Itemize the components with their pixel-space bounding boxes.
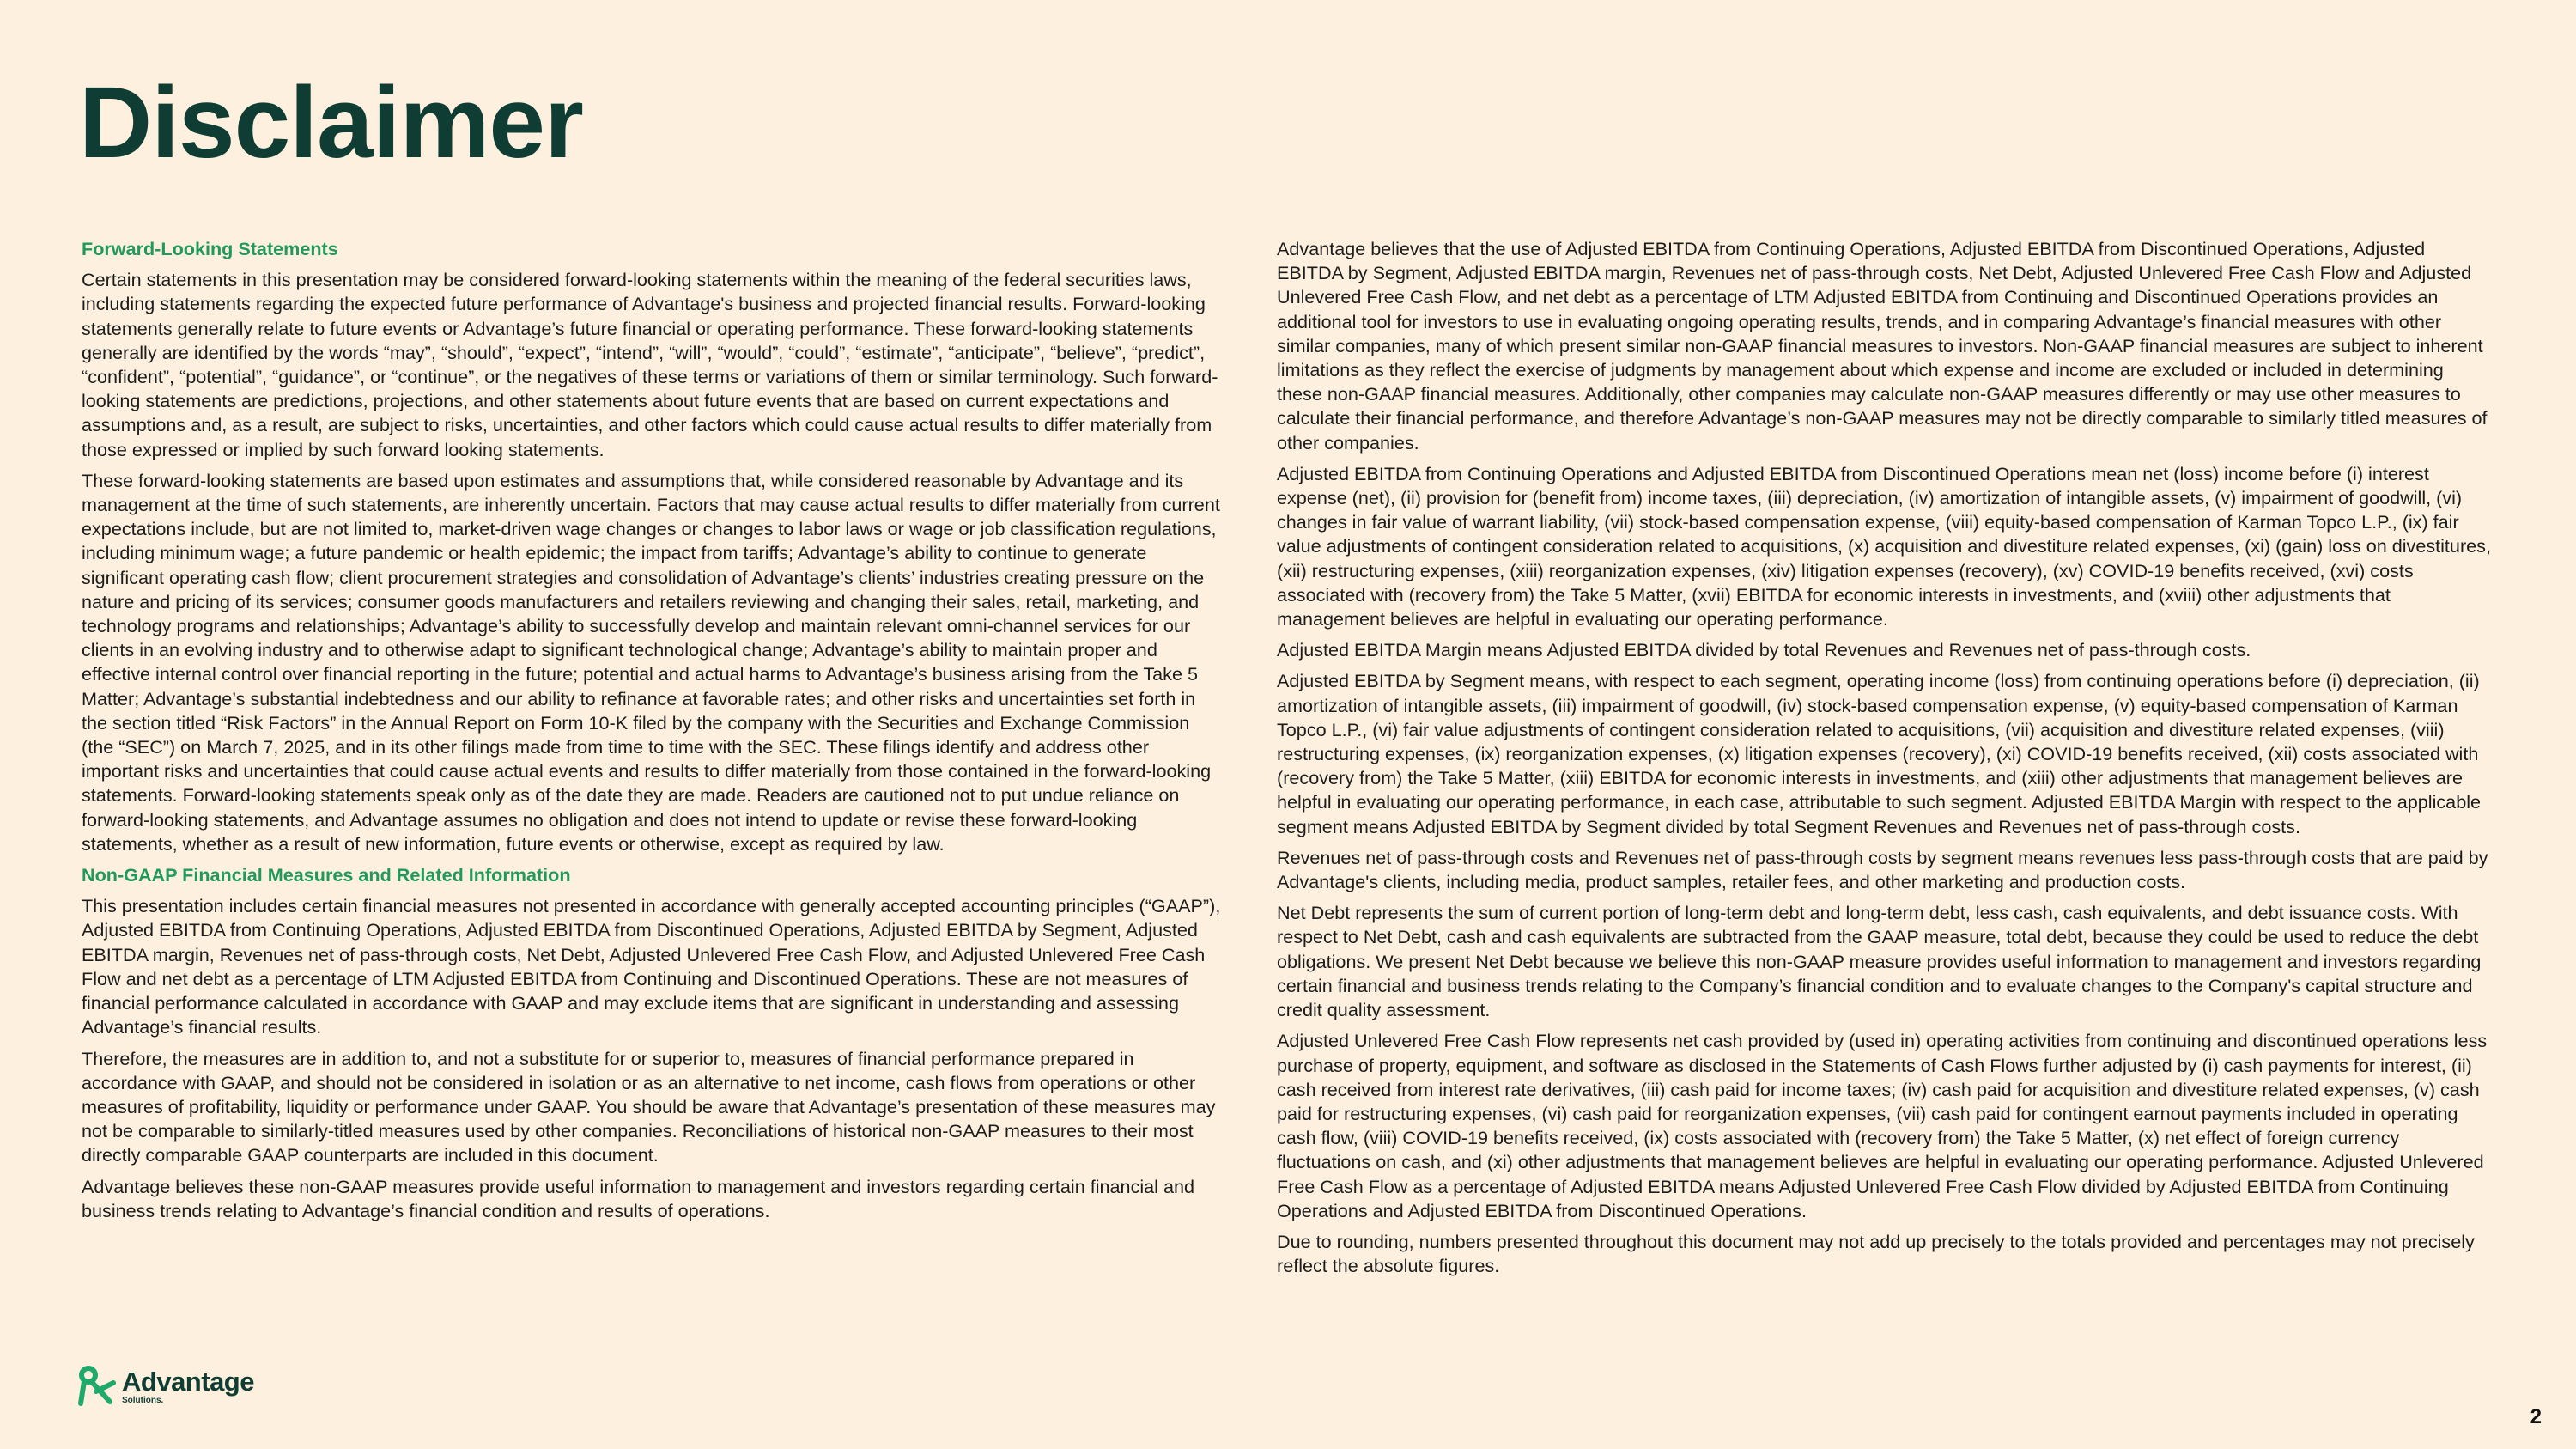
non-gaap-paragraph-2: Therefore, the measures are in addition to, and not a substitute for or superior to, measures of financial performance prepared in accordance with GAAP, and should not be considered in isolation or as an alternative to net income, cash flows from operations or other measures of profitability, liquidity or performance under GAAP. You should be aware that Advantage’s presentation of these measures may not be comparable to similarly-titled measures used by other companies. Reconciliations of historical non-GAAP measures to their most directly comparable GAAP counterparts are included in this document. <box>82 1047 1216 1166</box>
right-paragraph-5: Revenues net of pass-through costs and Revenues net of pass-through costs by segment means revenues less pass-through costs that are paid by Advantage's clients, including media, product samples, retailer fees, and other marketing and production costs. <box>1277 846 2488 893</box>
logo-wordmark: Advantage <box>122 1366 254 1397</box>
right-paragraph-7: Adjusted Unlevered Free Cash Flow represents net cash provided by (used in) operating activities from continuing and discontinued operations less purchase of property, equipment, and software as disclosed in the Statements of Cash Flows further adjusted by (i) cash payments for interest, (ii) cash received from interest rate derivatives, (iii) cash paid for income taxes; (iv) cash paid for acquisition and divestiture related expenses, (v) cash paid for restructuring expenses, (vi) cash paid for reorganization expenses, (vii) cash paid for contingent earnout payments included in operating cash flow, (viii) COVID-19 benefits received, (ix) costs associated with (recovery from) the Take 5 Matter, (x) net effect of foreign currency fluctuations on cash, and (xi) other adjustments that management believes are helpful in evaluating our operating performance. Adjusted Unlevered Free Cash Flow as a percentage of Adjusted EBITDA means Adjusted Unlevered Free Cash Flow divided by Adjusted EBITDA from Continuing Operations and Adjusted EBITDA from Discontinued Operations. <box>1277 1030 2488 1221</box>
right-paragraph-8: Due to rounding, numbers presented throughout this document may not add up precisely to the totals provided and percentages may not precisely reflect the absolute figures. <box>1277 1230 2475 1277</box>
non-gaap-paragraph-3: Advantage believes these non-GAAP measures provide useful information to management and investors regarding certain financial and business trends relating to Advantage’s financial condition and results of operations. <box>82 1175 1194 1221</box>
right-column <box>1277 237 2492 1285</box>
forward-looking-heading: Forward-Looking Statements <box>82 238 338 259</box>
right-paragraph-6: Net Debt represents the sum of current portion of long-term debt and long-term debt, less cash, cash equivalents, and debt issuance costs. With respect to Net Debt, cash and cash equivalents are subtracted from the GAAP measure, total debt, because they could be used to reduce the debt obligations. We present Net Debt because we believe this non-GAAP measure provides useful information to management and investors regarding certain financial and business trends relating to the Company’s financial condition and to evaluate changes to the Company's capital structure and credit quality assessment. <box>1277 902 2482 1021</box>
non-gaap-heading: Non-GAAP Financial Measures and Related Information <box>82 864 571 886</box>
forward-looking-paragraph-1: Certain statements in this presentation may be considered forward-looking statements within the meaning of the federal securities laws, including statements regarding the expected future performance of Advantage's business and projected financial results. Forward-looking statements generally relate to future events or Advantage’s future financial or operating performance. These forward-looking statements generally are identified by the words “may”, “should”, “expect”, “intend”, “will”, “would”, “could”, “estimate”, “anticipate”, “believe”, “predict”, “confident”, “potential”, “guidance”, or “continue”, or the negatives of these terms or variations of them or similar terminology. Such forward-looking statements are predictions, projections, and other statements about future events that are based on current expectations and assumptions and, as a result, are subject to risks, uncertainties, and other factors which could cause actual results to differ materially from those expressed or implied by such forward looking statements. <box>82 269 1218 460</box>
advantage-mark-icon <box>76 1366 117 1407</box>
right-paragraph-2: Adjusted EBITDA from Continuing Operations and Adjusted EBITDA from Discontinued Operations mean net (loss) income before (i) interest expense (net), (ii) provision for (benefit from) income taxes, (iii) depreciation, (iv) amortization of intangible assets, (v) impairment of goodwill, (vi) changes in fair value of warrant liability, (vii) stock-based compensation expense, (viii) equity-based compensation of Karman Topco L.P., (ix) fair value adjustments of contingent consideration related to acquisitions, (x) acquisition and divestiture related expenses, (xi) (gain) loss on divestitures, (xii) restructuring expenses, (xiii) reorganization expenses, (xiv) litigation expenses (recovery), (xv) COVID-19 benefits received, (xvi) costs associated with (recovery from) the Take 5 Matter, (xvii) EBITDA for economic interests in investments, and (xviii) other adjustments that management believes are helpful in evaluating our operating performance. <box>1277 462 2491 630</box>
right-paragraph-3: Adjusted EBITDA Margin means Adjusted EBITDA divided by total Revenues and Revenues net of pass-through costs. <box>1277 639 2251 661</box>
advantage-logo <box>76 1366 254 1407</box>
page-number: 2 <box>2530 1405 2542 1428</box>
logo-subtext: Solutions. <box>122 1395 164 1405</box>
non-gaap-paragraph-1: This presentation includes certain financial measures not presented in accordance with generally accepted accounting principles (“GAAP”), Adjusted EBITDA from Continuing Operations, Adjusted EBITDA from Discontinued Operations, Adjusted EBITDA by Segment, Adjusted EBITDA margin, Revenues net of pass-through costs, Net Debt, Adjusted Unlevered Free Cash Flow, and Adjusted Unlevered Free Cash Flow and net debt as a percentage of LTM Adjusted EBITDA from Continuing and Discontinued Operations. These are not measures of financial performance calculated in accordance with GAAP and may exclude items that are significant in understanding and assessing Advantage’s financial results. <box>82 895 1221 1038</box>
page-title: Disclaimer <box>79 66 583 180</box>
left-column <box>82 237 1224 1230</box>
right-paragraph-1: Advantage believes that the use of Adjusted EBITDA from Continuing Operations, Adjusted EBITDA from Discontinued Operations, Adjusted EBITDA by Segment, Adjusted EBITDA margin, Revenues net of pass-through costs, Net Debt, Adjusted Unlevered Free Cash Flow and Adjusted Unlevered Free Cash Flow, and net debt as a percentage of LTM Adjusted EBITDA from Continuing and Discontinued Operations provides an additional tool for investors to use in evaluating ongoing operating results, trends, and in comparing Advantage’s financial measures with other similar companies, many of which present similar non-GAAP financial measures to investors. Non-GAAP financial measures are subject to inherent limitations as they reflect the exercise of judgments by management about which expense and income are excluded or included in determining these non-GAAP financial measures. Additionally, other companies may calculate non-GAAP measures differently or may use other measures to calculate their financial performance, and therefore Advantage’s non-GAAP measures may not be directly comparable to similarly titled measures of other companies. <box>1277 238 2488 454</box>
right-paragraph-4: Adjusted EBITDA by Segment means, with respect to each segment, operating income (loss) from continuing operations before (i) depreciation, (ii) amortization of intangible assets, (iii) impairment of goodwill, (iv) stock-based compensation expense, (v) equity-based compensation of Karman Topco L.P., (vi) fair value adjustments of contingent consideration related to acquisitions, (vii) acquisition and divestiture related expenses, (viii) restructuring expenses, (ix) reorganization expenses, (x) litigation expenses (recovery), (xi) COVID-19 benefits received, (xii) costs associated with (recovery from) the Take 5 Matter, (xiii) EBITDA for economic interests in investments, and (xiii) other adjustments that management believes are helpful in evaluating our operating performance, in each case, attributable to such segment. Adjusted EBITDA Margin with respect to the applicable segment means Adjusted EBITDA by Segment divided by total Segment Revenues and Revenues net of pass-through costs. <box>1277 670 2482 837</box>
forward-looking-paragraph-2: These forward-looking statements are based upon estimates and assumptions that, while considered reasonable by Advantage and its management at the time of such statements, are inherently uncertain. Factors that may cause actual results to differ materially from current expectations include, but are not limited to, market-driven wage changes or changes to labor laws or wage or job classification regulations, including minimum wage; a future pandemic or health epidemic; the impact from tariffs; Advantage’s ability to continue to generate significant operating cash flow; client procurement strategies and consolidation of Advantage’s clients’ industries creating pressure on the nature and pricing of its services; consumer goods manufacturers and retailers reviewing and changing their sales, retail, marketing, and technology programs and relationships; Advantage’s ability to successfully develop and maintain relevant omni-channel services for our clients in an evolving industry and to otherwise adapt to significant technological change; Advantage’s ability to maintain proper and effective internal control over financial reporting in the future; potential and actual harms to Advantage’s business arising from the Take 5 Matter; Advantage’s substantial indebtedness and our ability to refinance at favorable rates; and other risks and uncertainties set forth in the section titled “Risk Factors” in the Annual Report on Form 10-K filed by the company with the Securities and Exchange Commission (the “SEC”) on March 7, 2025, and in its other filings made from time to time with the SEC. These filings identify and address other important risks and uncertainties that could cause actual events and results to differ materially from those contained in the forward-looking statements. Forward-looking statements speak only as of the date they are made. Readers are cautioned not to put undue reliance on forward-looking statements, and Advantage assumes no obligation and does not intend to update or revise these forward-looking statements, whether as a result of new information, future events or otherwise, except as required by law. <box>82 469 1220 855</box>
